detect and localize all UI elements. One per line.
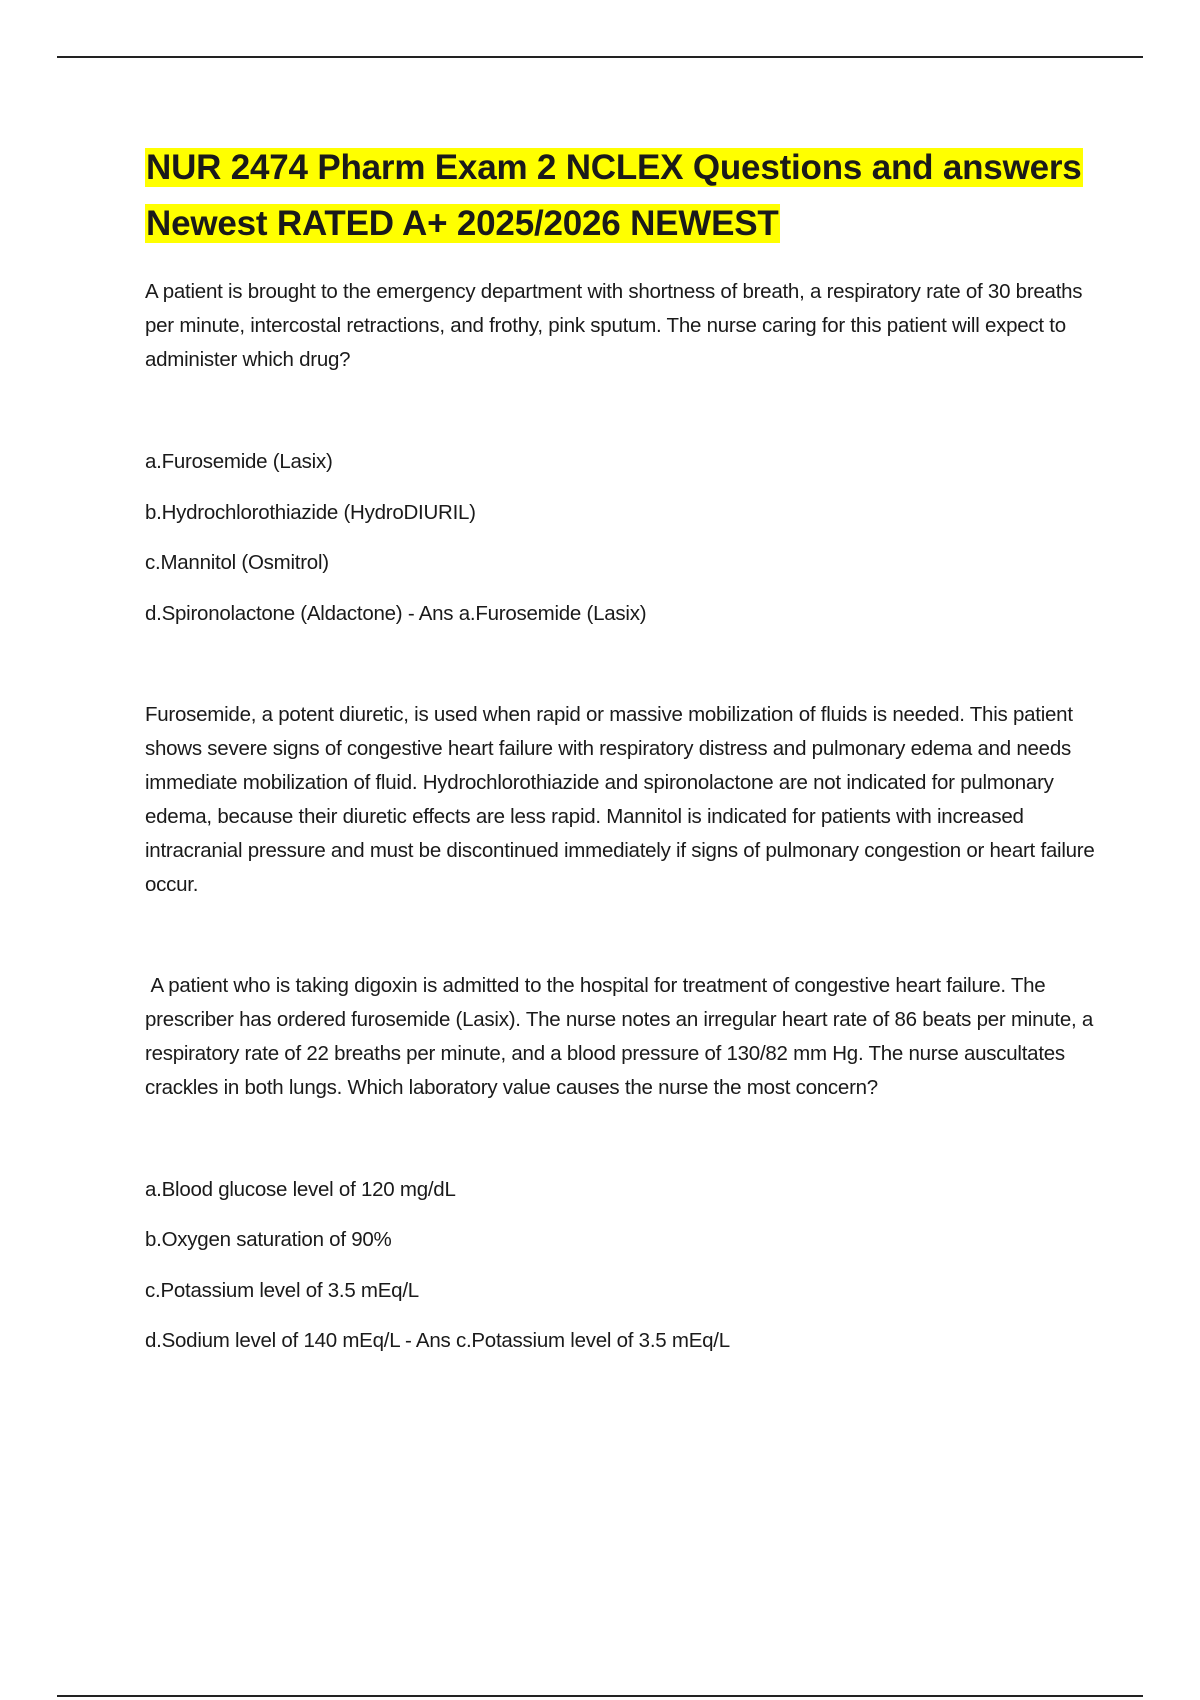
bottom-rule <box>57 1695 1143 1697</box>
question-2-option-b: b.Oxygen saturation of 90% <box>145 1228 392 1251</box>
question-1-options <box>145 445 1095 631</box>
question-1-explanation: Furosemide, a potent diuretic, is used when rapid or massive mobilization of fluids is needed. This patient shows severe signs of congestive heart failure with respiratory distress and pulmonary edema and needs immediate mobilization of fluid. Hydrochlorothiazide and spironolactone are not indicated for pulmonary edema, because their diuretic effects are less rapid. Mannitol is indicated for patients with increased intracranial pressure and must be discontinued immediately if signs of pulmonary congestion or heart failure occur. <box>145 702 1095 896</box>
title-highlight: NUR 2474 Pharm Exam 2 NCLEX Questions and answers Newest RATED A+ 2025/2026 NEWEST <box>146 148 1082 243</box>
question-1-option-c: c.Mannitol (Osmitrol) <box>145 551 329 574</box>
question-2-stem: A patient who is taking digoxin is admitted to the hospital for treatment of congestive heart failure. The prescriber has ordered furosemide (Lasix). The nurse notes an irregular heart rate of 86 beats per minute, a respiratory rate of 22 breaths per minute, and a blood pressure of 130/82 mm Hg. The nurse auscultates crackles in both lungs. Which laboratory value causes the nurse the most concern? <box>145 973 1099 1099</box>
question-2-option-a: a.Blood glucose level of 120 mg/dL <box>145 1177 456 1201</box>
top-rule <box>57 56 1143 58</box>
document-body <box>145 140 1099 1358</box>
question-1-option-a: a.Furosemide (Lasix) <box>145 450 333 473</box>
question-2-option-d: d.Sodium level of 140 mEq/L - Ans c.Potassium level of 3.5 mEq/L <box>145 1329 730 1352</box>
question-2-options <box>145 1173 1095 1359</box>
question-2-option-c: c.Potassium level of 3.5 mEq/L <box>145 1278 419 1302</box>
document-title <box>145 140 1095 252</box>
question-1-stem: A patient is brought to the emergency department with shortness of breath, a respiratory rate of 30 breaths per minute, intercostal retractions, and frothy, pink sputum. The nurse caring for this patient will expect to administer which drug? <box>145 280 1083 371</box>
question-1-option-d: d.Spironolactone (Aldactone) - Ans a.Furosemide (Lasix) <box>145 601 647 625</box>
question-1-option-b: b.Hydrochlorothiazide (HydroDIURIL) <box>145 500 476 524</box>
